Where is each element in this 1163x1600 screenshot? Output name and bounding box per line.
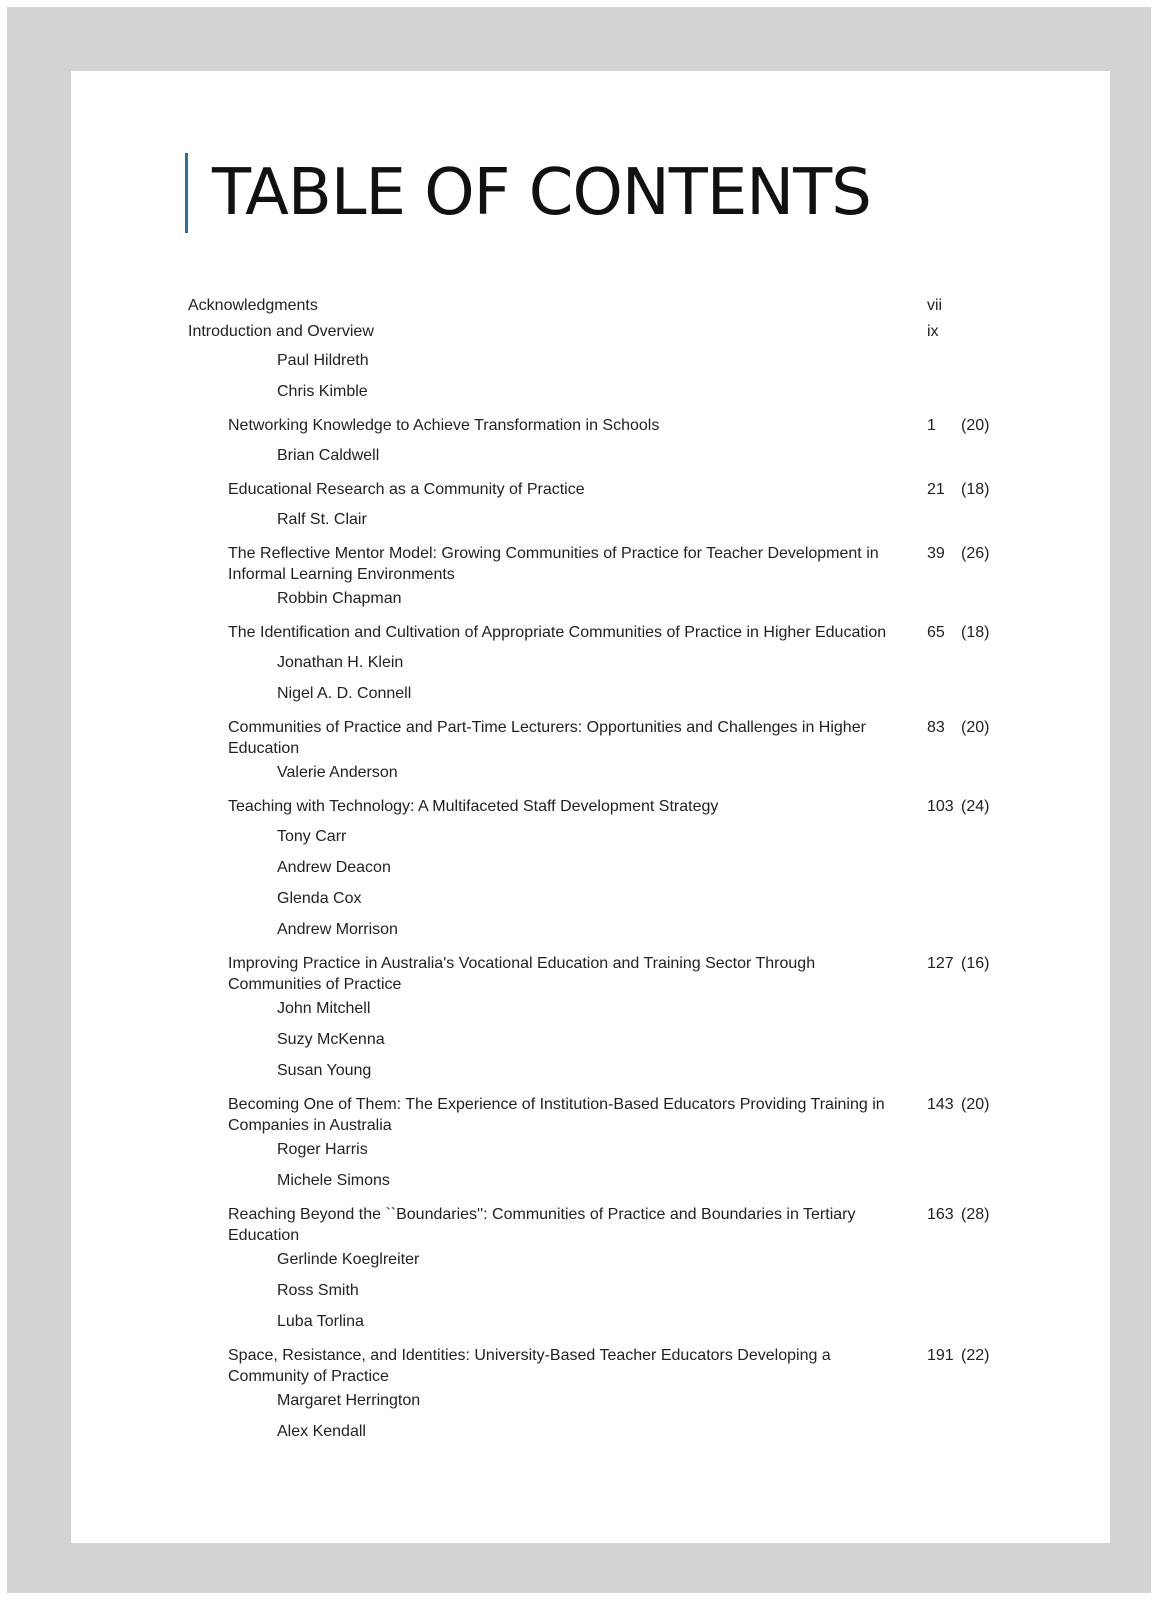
entry-title: Introduction and Overview: [188, 323, 374, 340]
chapter-author: Luba Torlina: [277, 1313, 364, 1330]
page-number: vii: [927, 297, 943, 314]
page-title: TABLE OF CONTENTS: [212, 156, 871, 230]
chapter-author: Susan Young: [277, 1062, 372, 1079]
chapter-author: Suzy McKenna: [277, 1031, 385, 1048]
toc-chapter-entry: [188, 1094, 1006, 1136]
chapter-start-page: 143: [927, 1096, 954, 1113]
chapter-title: Reaching Beyond the ``Boundaries'': Communities of Practice and Boundaries in Tertiary Education: [228, 1206, 856, 1244]
chapter-title: Networking Knowledge to Achieve Transformation in Schools: [228, 417, 660, 434]
toc-chapter-entry: [188, 1345, 1006, 1387]
document-page: [71, 71, 1110, 1543]
chapter-author: Margaret Herrington: [277, 1392, 421, 1409]
toc-chapter-entry: [188, 953, 1006, 995]
page-number: [927, 796, 989, 817]
chapter-title: Space, Resistance, and Identities: University-Based Teacher Educators Developing a Community of Practice: [228, 1347, 831, 1385]
page-number: [927, 543, 989, 564]
chapter-author: Paul Hildreth: [277, 352, 369, 369]
chapter-title: Educational Research as a Community of Practice: [228, 481, 585, 498]
chapter-start-page: 39: [927, 545, 945, 562]
chapter-title: Teaching with Technology: A Multifaceted Staff Development Strategy: [228, 798, 719, 815]
chapter-author: Ross Smith: [277, 1282, 359, 1299]
chapter-page-count: (20): [961, 417, 990, 434]
chapter-author: Glenda Cox: [277, 890, 362, 907]
chapter-page-count: (26): [961, 545, 990, 562]
chapter-page-count: (16): [961, 955, 990, 972]
chapter-page-count: (20): [961, 1096, 990, 1113]
chapter-page-count: (22): [961, 1347, 990, 1364]
chapter-author: John Mitchell: [277, 1000, 371, 1017]
page-border: [7, 7, 1151, 1593]
page-number: [927, 953, 989, 974]
toc-chapter-entry: [188, 415, 1006, 442]
chapter-start-page: 21: [927, 481, 945, 498]
chapter-title: Improving Practice in Australia's Vocational Education and Training Sector Through Communities of Practice: [228, 955, 816, 993]
toc-front-entry: [188, 295, 1006, 321]
chapter-page-count: (18): [961, 624, 990, 641]
entry-title: Acknowledgments: [188, 297, 318, 314]
chapter-author: Ralf St. Clair: [277, 511, 367, 528]
chapter-page-count: (20): [961, 719, 990, 736]
chapter-title: The Identification and Cultivation of Appropriate Communities of Practice in Higher Education: [228, 624, 887, 641]
page-number: [927, 622, 989, 643]
chapter-title: Communities of Practice and Part-Time Lecturers: Opportunities and Challenges in Higher Education: [228, 719, 866, 757]
chapter-author: Roger Harris: [277, 1141, 368, 1158]
chapter-author: Brian Caldwell: [277, 447, 380, 464]
page-number: ix: [927, 323, 939, 340]
page-number: [927, 479, 989, 500]
chapter-start-page: 1: [927, 417, 936, 434]
toc-chapter-entry: [188, 622, 1006, 649]
chapter-author: Gerlinde Koeglreiter: [277, 1251, 420, 1268]
chapter-author: Nigel A. D. Connell: [277, 685, 412, 702]
chapter-author: Alex Kendall: [277, 1423, 366, 1440]
title-accent-bar: [185, 153, 188, 233]
toc-chapter-entry: [188, 543, 1006, 585]
page-number: [927, 415, 989, 436]
chapter-page-count: (28): [961, 1206, 990, 1223]
chapter-page-count: (18): [961, 481, 990, 498]
chapter-author: Chris Kimble: [277, 383, 368, 400]
chapter-author: Michele Simons: [277, 1172, 390, 1189]
chapter-author: Valerie Anderson: [277, 764, 398, 781]
chapter-start-page: 191: [927, 1347, 954, 1364]
toc-chapter-entry: [188, 796, 1006, 823]
page-number: [927, 717, 989, 738]
chapter-start-page: 83: [927, 719, 945, 736]
chapter-start-page: 163: [927, 1206, 954, 1223]
chapter-start-page: 103: [927, 798, 954, 815]
chapter-start-page: 127: [927, 955, 954, 972]
toc-chapter-entry: [188, 479, 1006, 506]
toc-front-entry: [188, 321, 1006, 347]
chapter-author: Andrew Deacon: [277, 859, 391, 876]
table-of-contents: [188, 295, 1006, 1483]
chapter-title: The Reflective Mentor Model: Growing Communities of Practice for Teacher Development in Informal Learning Environments: [228, 545, 879, 583]
page-number: [927, 1204, 989, 1225]
chapter-author: Robbin Chapman: [277, 590, 402, 607]
chapter-page-count: (24): [961, 798, 990, 815]
chapter-title: Becoming One of Them: The Experience of Institution-Based Educators Providing Training in Companies in Australia: [228, 1096, 885, 1134]
toc-chapter-entry: [188, 1204, 1006, 1246]
chapter-start-page: 65: [927, 624, 945, 641]
page-number: [927, 1094, 989, 1115]
chapter-author: Andrew Morrison: [277, 921, 398, 938]
chapter-author: Jonathan H. Klein: [277, 654, 404, 671]
toc-chapter-entry: [188, 717, 1006, 759]
chapter-author: Tony Carr: [277, 828, 347, 845]
page-number: [927, 1345, 989, 1366]
